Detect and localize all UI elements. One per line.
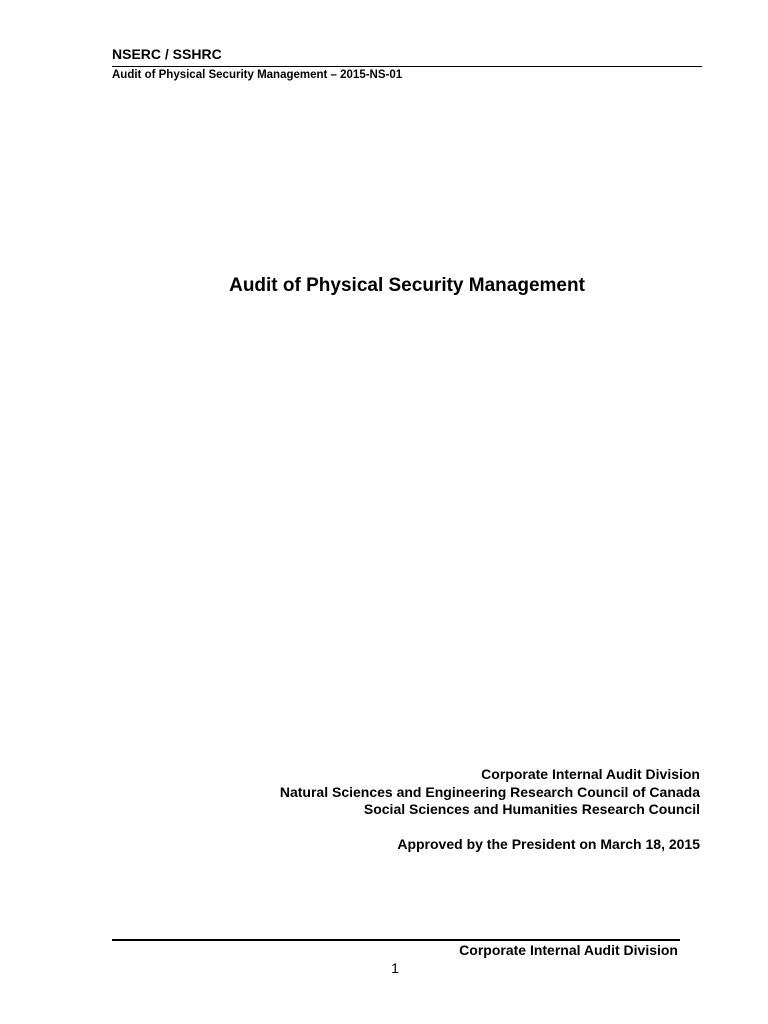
org-line-division: Corporate Internal Audit Division xyxy=(481,766,700,782)
org-line-nserc: Natural Sciences and Engineering Research Council of Canada xyxy=(279,783,700,800)
document-title: Audit of Physical Security Management xyxy=(229,275,585,296)
footer-division: Corporate Internal Audit Division xyxy=(459,942,678,958)
header-subtitle: Audit of Physical Security Management – 2015-NS-01 xyxy=(112,69,403,81)
header-organization: NSERC / SSHRC xyxy=(112,46,222,62)
org-line-sshrc: Social Sciences and Humanities Research Council xyxy=(363,801,700,817)
page-header xyxy=(112,46,702,82)
header-divider xyxy=(112,66,702,67)
approval-statement: Approved by the President on March 18, 2015 xyxy=(397,836,700,852)
organization-block xyxy=(180,766,700,819)
page-number: 1 xyxy=(391,960,399,976)
footer-divider xyxy=(112,939,680,941)
